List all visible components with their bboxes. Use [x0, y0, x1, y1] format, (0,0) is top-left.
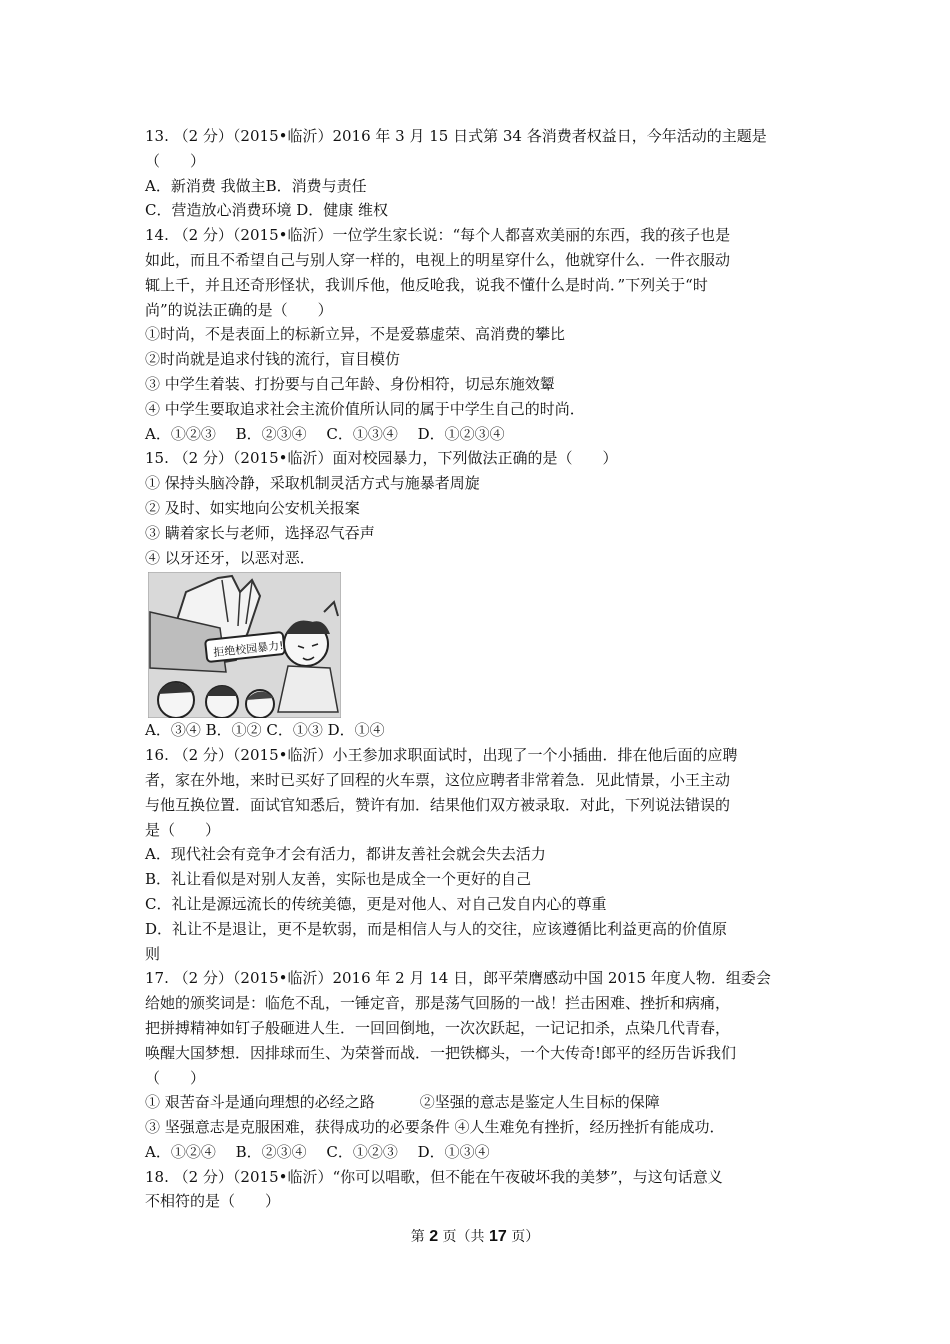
answer-blank: （ ） — [145, 151, 206, 170]
option-line: 则 — [145, 944, 161, 963]
question-stem: 者，家在外地，来时已买好了回程的火车票，这位应聘者非常着急．见此情景，小王主动 — [145, 770, 731, 789]
question-stem: 是（ ） — [145, 820, 221, 839]
option-line: B．礼让看似是对别人友善，实际也是成全一个更好的自己 — [145, 870, 532, 889]
banner-text: 拒绝校园暴力! — [212, 639, 285, 660]
question-stem: 15. （2 分）（2015•临沂）面对校园暴力，下列做法正确的是（ ） — [145, 449, 618, 468]
option-line: A．③④ B．①② C．①③ D．①④ — [145, 721, 385, 740]
question-stem: 辄上千，并且还奇形怪状，我训斥他，他反呛我，说我不懂什么是时尚．”下列关于“时 — [145, 275, 708, 294]
statement-item: ④ 中学生要取追求社会主流价值所认同的属于中学生自己的时尚． — [145, 399, 585, 418]
question-stem: 17. （2 分）（2015•临沂）2016 年 2 月 14 日，郎平荣膺感动中国 2015 年度人物．组委会 — [145, 969, 771, 988]
option-line: D．礼让不是退让，更不是软弱，而是相信人与人的交往，应该遵循比利益更高的价值原 — [145, 919, 728, 938]
statement-item: ① 艰苦奋斗是通向理想的必经之路 ②坚强的意志是鉴定人生目标的保障 — [145, 1093, 660, 1112]
question-stem: 16. （2 分）（2015•临沂）小王参加求职面试时，出现了一个小插曲．排在他后面的应聘 — [145, 746, 738, 765]
question-16 — [145, 743, 810, 966]
statement-item: ①时尚，不是表面上的标新立异，不是爱慕虚荣、高消费的攀比 — [145, 325, 566, 344]
statement-item: ② 及时、如实地向公安机关报案 — [145, 498, 360, 517]
question-13 — [145, 124, 810, 223]
question-stem: 13. （2 分）（2015•临沂）2016 年 3 月 15 日式第 34 各消费者权益日，今年活动的主题是 — [145, 127, 767, 145]
exam-page — [145, 124, 810, 1214]
question-stem: 与他互换位置．面试官知悉后，赞许有加．结果他们双方被录取．对此，下列说法错误的 — [145, 795, 731, 814]
question-stem: 如此，而且不希望自己与别人穿一样的，电视上的明星穿什么，他就穿什么．一件衣服动 — [145, 250, 731, 269]
page-number: 2 — [429, 1228, 439, 1245]
statement-item: ②时尚就是追求付钱的流行，盲目模仿 — [145, 350, 401, 369]
footer-suffix: 页） — [506, 1229, 540, 1245]
answer-blank: （ ） — [145, 1068, 206, 1087]
page-total: 17 — [489, 1228, 507, 1245]
footer-prefix: 第 — [410, 1229, 430, 1245]
option-line: A．①②③ B．②③④ C．①③④ D．①②③④ — [145, 424, 505, 443]
option-line: A．新消费 我做主B．消费与责任 — [145, 176, 367, 195]
option-line: C．营造放心消费环境 D．健康 维权 — [145, 201, 389, 220]
option-line: A．①②④ B．②③④ C．①②③ D．①③④ — [145, 1142, 490, 1161]
anti-bullying-illustration — [148, 572, 341, 718]
question-17 — [145, 966, 810, 1164]
question-stem: 尚”的说法正确的是（ ） — [145, 300, 333, 319]
option-line: A．现代社会有竞争才会有活力，都讲友善社会就会失去活力 — [145, 845, 546, 864]
footer-middle: 页（共 — [438, 1229, 489, 1245]
statement-item: ③ 坚强意志是克服困难，获得成功的必要条件 ④人生难免有挫折，经历挫折有能成功． — [145, 1118, 725, 1137]
question-stem: 18. （2 分）（2015•临沂）“你可以唱歌，但不能在午夜破坏我的美梦”，与这句话意义 — [145, 1167, 723, 1186]
question-18 — [145, 1165, 810, 1215]
question-15 — [145, 446, 810, 743]
question-stem: 给她的颁奖词是：临危不乱，一锤定音，那是荡气回肠的一战！拦击困难、挫折和病痛， — [145, 994, 731, 1013]
statement-item: ③ 瞒着家长与老师，选择忍气吞声 — [145, 523, 375, 542]
option-line: C．礼让是源远流长的传统美德，更是对他人、对自己发自内心的尊重 — [145, 894, 607, 913]
question-stem: 14. （2 分）（2015•临沂）一位学生家长说：“每个人都喜欢美丽的东西，我的孩子也是 — [145, 226, 731, 245]
page-footer — [0, 1227, 950, 1247]
statement-item: ③ 中学生着装、打扮要与自己年龄、身份相符，切忌东施效颦 — [145, 374, 555, 393]
question-14 — [145, 223, 810, 446]
question-stem: 唤醒大国梦想．因排球而生、为荣誉而战．一把铁榔头，一个大传奇!郎平的经历告诉我们 — [145, 1043, 737, 1062]
statement-item: ① 保持头脑冷静，采取机制灵活方式与施暴者周旋 — [145, 474, 480, 493]
question-stem: 把拼搏精神如钉子般砸进人生．一回回倒地，一次次跃起，一记记扣杀，点染几代青春， — [145, 1018, 731, 1037]
question-stem: 不相符的是（ ） — [145, 1192, 281, 1211]
statement-item: ④ 以牙还牙，以恶对恶． — [145, 548, 315, 567]
